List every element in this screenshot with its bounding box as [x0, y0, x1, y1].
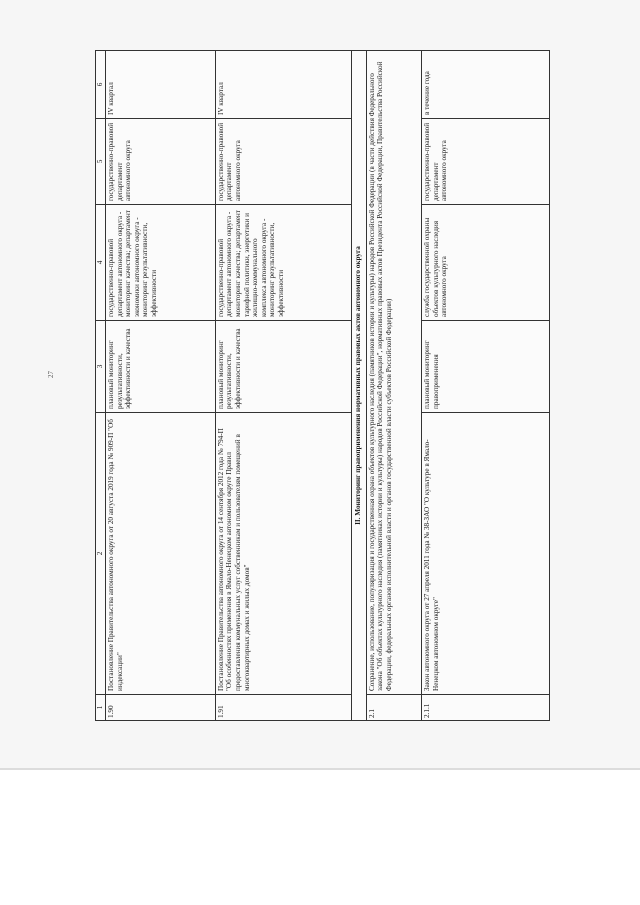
page-edge	[0, 768, 640, 770]
co-executor: государственно-правовой департамент автономного округа	[106, 119, 216, 205]
monitoring-type: плановый мониторинг результативности, эффективности и качества	[106, 321, 216, 413]
co-executor: государственно-правовой департамент автономного округа	[422, 119, 550, 205]
deadline: IV квартал	[106, 51, 216, 119]
monitoring-plan-table	[95, 50, 550, 721]
responsible-body: служба государственной охраны объектов культурного наследия автономного округа	[422, 205, 550, 321]
subsection-description: Сохранение, использование, популяризация и государственная охрана объектов культурного наследия (памятников истории и культуры) народов Российской Федерации (в части действия Федерального закона "Об объектах культурного наследия (памятниках истории и культуры) народов Российской Федерации", нормативных правовых актов Президента Российской Федерации, Правительства Российской Федерации, федеральных органов исполнительной власти и органов государственной власти субъектов Российской Федерации)	[366, 51, 421, 695]
column-header-1: 1	[96, 695, 106, 721]
column-header-5: 5	[96, 119, 106, 205]
row-number: 1.91	[215, 695, 351, 721]
table-row	[422, 51, 550, 721]
table-row	[366, 51, 421, 721]
row-number: 1.90	[106, 695, 216, 721]
column-header-3: 3	[96, 321, 106, 413]
column-header-6: 6	[96, 51, 106, 119]
co-executor: государственно-правовой департамент автономного округа	[215, 119, 351, 205]
section-heading-row	[351, 51, 366, 721]
deadline: в течение года	[422, 51, 550, 119]
table-row	[215, 51, 351, 721]
act-name: Постановление Правительства автономного округа от 14 сентября 2012 года № 794-П "Об особенностях применения в Ямало-Ненецком автономном округе Правил предоставления коммунальных услуг собственникам и пользователям помещений в многоквартирных домах и жилых домов"	[215, 413, 351, 695]
row-number: 2.1	[366, 695, 421, 721]
act-name: Постановление Правительства автономного округа от 20 августа 2019 года № 909-П "Об индексации"	[106, 413, 216, 695]
rotated-table-container	[95, 51, 550, 721]
deadline: IV квартал	[215, 51, 351, 119]
column-header-4: 4	[96, 205, 106, 321]
column-header-2: 2	[96, 413, 106, 695]
column-number-row	[96, 51, 106, 721]
monitoring-type: плановый мониторинг правоприменения	[422, 321, 550, 413]
monitoring-type: плановый мониторинг результативности, эффективности и качества	[215, 321, 351, 413]
page-number: 27	[47, 371, 55, 378]
act-name: Закон автономного округа от 27 апреля 2011 года № 38-ЗАО "О культуре в Ямало-Ненецком автономном округе"	[422, 413, 550, 695]
responsible-body: государственно-правовой департамент автономного округа - мониторинг качества; департамент тарифной политики, энергетики и жилищно-коммунального комплекса автономного округа - мониторинг результативности, эффективности	[215, 205, 351, 321]
table-row	[106, 51, 216, 721]
section-title: II. Мониторинг правоприменения нормативных правовых актов автономного округа	[351, 51, 366, 721]
responsible-body: государственно-правовой департамент автономного округа - мониторинг качества; департамент экономики автономного округа - мониторинг результативности, эффективности	[106, 205, 216, 321]
row-number: 2.1.1	[422, 695, 550, 721]
